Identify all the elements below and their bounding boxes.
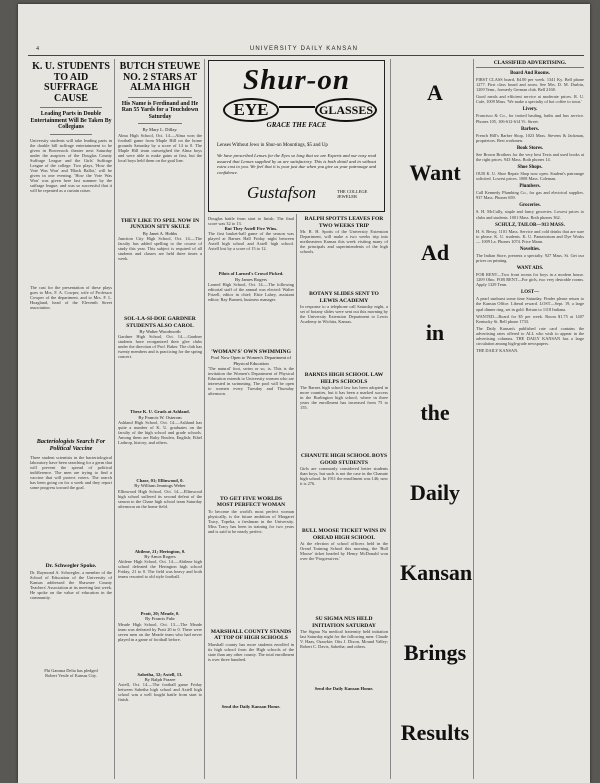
article-body: Three student scientists in the bacteriological laboratory have been searching for a germ that will prevent the spread of political indifference. The men are trying to find a vaccine that will protect voters. The search has been going on for a week and they report some progress toward the goal. bbox=[30, 454, 112, 490]
classified-section-heading: Book Stores. bbox=[516, 145, 544, 151]
classified-section-heading: Barbers. bbox=[520, 126, 540, 132]
classified-listing: French Hill's Barber Shop, 1023 Mass. Stevens & Jackman, proprietors. Best workmen. bbox=[476, 132, 584, 143]
headline-ashland: These K. U. Grads at Ashland. bbox=[130, 409, 190, 415]
classified-listing: See Brown Brothers for the very best Texts and used books at the right prices. 943 Mass. Both phones 14. bbox=[476, 151, 584, 162]
classified-listing: A pearl sunburst some time Saturday. Finder please return to the Kansan Office. Liberal reward. LOST—Sept. 19, a large opal dinner ring, set in gold. Return to 1118 Indiana. bbox=[476, 296, 584, 312]
want-ad-word: A bbox=[427, 80, 443, 105]
headline-swimming: 'WOMAN'S' OWN SWIMMING bbox=[211, 348, 291, 355]
classified-listing: FIRST CLASS board, $4.00 per week. 1341 Ky. Bell phone 1277. First class board and room. See Mrs. D. M. Durbin, 1209 Tenn., formerly German club. Bell 2168. bbox=[476, 77, 584, 93]
classified-listing: S. H. McCully, staple and fancy groceries. Lowest prices to clubs and students. 1001 Mass. Both phones 362. bbox=[476, 209, 584, 220]
classified-section-heading: Groceries. bbox=[519, 203, 541, 209]
want-ad-word: Ad bbox=[420, 240, 450, 265]
newspaper-page bbox=[18, 4, 590, 783]
masthead-title: UNIVERSITY DAILY KANSAN bbox=[249, 46, 359, 52]
article-body: Larned High School, Oct. 14.—The following editorial staff of the annual was elected: Walter Frizell, editor in chief; Elsie Lahey, assistant editor; Ray Burnett, business manager. bbox=[208, 281, 294, 302]
article-body: Abilene High School, Oct. 14.—Abilene high school defeated the Herington high school Friday, 21 to 0. The field was heavy and both teams resorted to old style football. bbox=[118, 559, 202, 580]
article-body: Douglas battle from start to finish. The final score was 32 to 13. bbox=[208, 216, 294, 226]
column-suffrage bbox=[30, 62, 112, 780]
column-rule bbox=[296, 214, 297, 779]
byline: By Mary L. Dillay. bbox=[142, 127, 178, 133]
classified-listing: Call Kennedy Plumbing Co., for gas and electrical supplies. 937 Mass. Phones 659. bbox=[476, 190, 584, 201]
classified-section-heading: Shoe Shops. bbox=[517, 165, 543, 171]
classified-section-heading: Novelties. bbox=[519, 246, 541, 252]
classified-listing: The Indian Store, presents a specialty. 927 Mass. St. Get our prices on printing. bbox=[476, 252, 584, 263]
headline-sigma-nu: SU SIGMA NUS HELD INITIATION SATURDAY bbox=[312, 616, 376, 629]
headline-abilene: Abilene, 21; Herington, 0. bbox=[134, 548, 186, 554]
article-body: Mr. R. H. Spotts of the University Extension Department, will make a two weeks trip into northeastern Kansas this week visiting many of the principals and superintendents of the high schools. bbox=[300, 229, 388, 254]
deck-rule bbox=[50, 134, 92, 135]
article-body: In response to a telephone call Saturday night, a set of botany slides were sent out this morning by the University Extension Department to Lewis Academy in Wichita, Kansas. bbox=[300, 304, 388, 324]
article-body: Meade High School, Oct. 13.—The Meade team was defeated by Pratt 20 to 0. There were seven men on the Meade team who had never played in a game of football before. bbox=[118, 621, 202, 642]
classified-rule bbox=[476, 67, 584, 68]
eye-lens-left: EYE bbox=[223, 98, 279, 122]
byline: By William Jennings Weber bbox=[134, 483, 186, 489]
classified-sections bbox=[476, 71, 584, 353]
page-number: 4 bbox=[36, 46, 39, 52]
headline-barnes: BARNES HIGH SCHOOL LAW HELPS SCHOOLS bbox=[304, 372, 384, 385]
want-ad-word: Daily bbox=[409, 480, 461, 505]
footer-send-kansan: Send the Daily Kansan Home. bbox=[314, 686, 374, 691]
classified-listing: WANTED—Board for $5 per week. Room $1.75 at 1407 Kentucky St. Bell phone 1733. bbox=[476, 313, 584, 324]
headline-axtell: But They Axtell Five Wins. bbox=[224, 226, 278, 231]
article-body: 'The natural' foot, swim or so, is. This is the invitation the Women's Department of Physical Education extends to University women who are interested in swimming. The pool will be open to women every Tuesday and Thursday afternoon. bbox=[208, 365, 294, 396]
article-body: The Sigma Nu medical fraternity held initiation last Saturday night for the following men: Claude V. Haas, Ozawkie; Otis J. Dixon, Mound Valley; Robert C. Davis, Sabetha; and others. bbox=[300, 629, 388, 649]
want-ad-promo bbox=[400, 60, 473, 780]
article-body: The first basket-ball game of the season was played at Barnes Hall Friday night between Axtell high school and Axtell high school. Axtell lost by a score of 15 to 12. bbox=[208, 231, 294, 252]
headline-butch: BUTCH STEUWE NO. 2 STARS AT ALMA HIGH bbox=[119, 62, 201, 93]
byline: By Ralph Frazee bbox=[144, 677, 176, 683]
classified-section-heading: Board And Rooms. bbox=[510, 71, 550, 76]
column-rule bbox=[204, 59, 205, 779]
eye-lens-right: GLASSES bbox=[315, 98, 377, 122]
article-body: Ashland High School, Oct. 14.—Ashland has quite a number of K. U. graduates on the faculty of the high school and grade schools. Among them are Ruby Boulen, English; Ethel Lathrop, history; and others. bbox=[118, 419, 202, 445]
headline-spotts: RALPH SPOTTS LEAVES FOR TWO WEEKS TRIP bbox=[304, 216, 384, 229]
subhead-swimming: Pool Now Open to Women's Department of Physical Education bbox=[211, 355, 291, 366]
classified-column bbox=[476, 60, 584, 780]
deck-butch: His Name is Ferdinand and He Ran 55 Yards for a Touchdown Saturday bbox=[121, 100, 199, 120]
headline-marshall: MARSHALL COUNTY STANDS AT TOP OF HIGH SCHOOLS bbox=[210, 628, 292, 642]
brief-phi-gamma: Phi Gamma Delta has pledged bbox=[44, 668, 98, 674]
article-body: University students will take leading parts in the double bill suffrage entertainment to be given in Bowersock theater next Saturday under the auspices of the Douglas County Suffrage League and the Girls' Suffrage League of the college. Two plays, 'How the Vote Was Won' and 'Black Ballot,' will be given in one evening. 'How the Vote Was Won' was given here last summer by the suffrage league, and was so successful that it will be repeated as a curtain raiser. bbox=[30, 137, 112, 193]
headline-chase: Chase, 01; Ellinwood, 0. bbox=[136, 477, 184, 483]
ad-copy: We have prescribed Lenses for the Eyes so long that we are Experts and our easy read assured that Lenses supplied by us are satisfactory. This is both detail and in without extra cost to you. We feel that it is your just due when you give us your patronage and confidence. bbox=[217, 153, 376, 175]
subhead-bacteriologists: Bacteriologists Search For Political Vaccine bbox=[36, 437, 106, 452]
ad-jeweler: THE COLLEGE JEWELER bbox=[337, 189, 368, 200]
classified-listing: Francisco & Co., for trotted hauling, baths and bus service. Phones 105, 106-612-614 Vt. Street. bbox=[476, 113, 584, 124]
article-body: Girls are commonly considered better students than boys, but such is not the case in the Chanute high school. In 1911 the enrollment was 146; now it is 276. bbox=[300, 466, 388, 486]
footer-send-kansan: Send the Daily Kansan Home. bbox=[221, 703, 281, 709]
classified-listing: THE DAILY KANSAN. bbox=[476, 348, 519, 354]
headline-sabetha: Sabetha, 32; Axtell, 13. bbox=[137, 671, 183, 677]
classified-section-heading: Livery. bbox=[522, 107, 538, 113]
byline: By Francis Fuhr bbox=[145, 616, 175, 622]
headline-larned: Pilots of Larned's Crowd Picked. bbox=[218, 271, 284, 277]
column-alma bbox=[118, 62, 202, 780]
article-body: To become the world's most perfect woman physically, is the future ambition of Margaret Tracy, Topeka, a freshman in the University. Miss Tracy has been in training for two years and is said to be nearly perfect. bbox=[208, 508, 294, 534]
classified-listing: Good meals and efficient service at moderate prices. R. U. Cafe, 1009 Mass. 'We make a specialty of hot coffee to town.' bbox=[476, 94, 584, 105]
ad-slogan: GRACE THE FACE bbox=[266, 121, 327, 129]
headline-rule bbox=[128, 97, 192, 98]
article-body: Junction City High School, Oct. 14.—The faculty has added spelling to the course of study this year. This subject is required of all students and classes are held three times a week. bbox=[118, 236, 202, 262]
article-body: Ellinwood High School, Oct. 14.—Ellinwood high school suffered its second defeat of the season to the Chase high school team Saturday afternoon on the home field. bbox=[118, 488, 202, 509]
ad-lenses-line: Lenses Without Jews in Shur-on Mountings, $5 and Up bbox=[217, 143, 328, 148]
column-extension bbox=[300, 216, 388, 780]
byline: By James Rogers bbox=[235, 276, 267, 282]
want-ad-word: the bbox=[420, 400, 450, 425]
article-body: Gardner High School, Oct. 14.—Gardner students have reorganized their glee clubs under the direction of Prof. Baker. The club has twenty members and is practicing for the spring concert. bbox=[118, 334, 202, 360]
want-ad-word: Want bbox=[409, 160, 461, 185]
byline: By Walter Woodworth bbox=[139, 329, 181, 335]
article-body: The Barnes high school law has been adopted in more counties, but it has been a marked success in the Burlington high school, where in three years the enrollment has increased from 75 to 155. bbox=[300, 385, 388, 410]
want-ad-word: Results bbox=[400, 720, 470, 745]
headline-suffrage: K. U. STUDENTS TO AID SUFFRAGE CAUSE bbox=[32, 62, 110, 104]
column-rule bbox=[390, 59, 391, 779]
headline-bull-moose: BULL MOOSE TICKET WINS IN OREAD HIGH SCHOOL bbox=[302, 528, 386, 541]
classified-listing: OUR K. U. Shoe Repair Shop now open. Student's patronage solicited. Lowest prices. 1008 Mass. Coleman. bbox=[476, 171, 584, 182]
headline-botany: BOTANY SLIDES SENT TO LEWIS ACADEMY bbox=[309, 291, 379, 304]
classified-listing: FOR RENT—Two front rooms for boys in a modern house. 1209 Ohio. FOR RENT—For girls, two very desirable rooms. Apply 1329 Tenn. bbox=[476, 272, 584, 288]
byline: By Janet A. Hobbs bbox=[142, 230, 178, 236]
column-rule bbox=[473, 59, 474, 779]
classified-section-heading: LOST— bbox=[521, 290, 539, 296]
glasses-bridge bbox=[279, 106, 315, 108]
deck-rule bbox=[138, 123, 182, 124]
byline: By Amos Rogers bbox=[144, 553, 176, 559]
byline: By Francis W. Osterom bbox=[138, 414, 182, 420]
classified-title: CLASSIFIED ADVERTISING. bbox=[493, 60, 567, 66]
article-body: Dr. Raymond A. Schwegler, a member of the School of Education of the University of Kansas addressed the Shawnee County Teachers' Association at its meeting last week. He spoke on the value of education in the community. bbox=[30, 570, 112, 601]
classified-section-heading: Plumbers. bbox=[519, 184, 541, 190]
headline-gardner: SOL-LA-SI-DOE GARDNER STUDENTS ALSO CAROL bbox=[124, 316, 196, 329]
classified-section-heading: SCHULZ, TAILOR—913 MASS. bbox=[495, 222, 565, 228]
shur-on-advertisement bbox=[208, 60, 385, 212]
ad-brand: Shur-on bbox=[243, 64, 350, 96]
classified-listing: The Daily Kansan's published rate card contains the advertising rates offered to ALL who wish to appear in the advertising columns. THE DAILY KANSAN has a large circulation among high-grade newspapers. bbox=[476, 325, 584, 347]
ad-signature: Gustafson bbox=[247, 183, 316, 202]
headline-perfect-woman: TO GET FIVE WORLDS bbox=[219, 495, 283, 502]
article-body: Axtell, Oct. 14.—The football game Friday between Sabetha high school and Axtell high school was a well fought battle from start to finish. bbox=[118, 682, 202, 703]
headline-pratt: Pratt, 20; Meade, 0. bbox=[140, 611, 180, 617]
headline-perfect-woman-2: MOST PERFECT WOMAN bbox=[216, 502, 286, 509]
want-ad-word: Kansan bbox=[400, 560, 473, 585]
headline-junxion: THEY LIKE TO SPEL NOW IN JUNXION SITY SKULE bbox=[120, 217, 200, 231]
brief-vestle: Robert Vestle of Kansas City. bbox=[45, 673, 97, 679]
headline-rule bbox=[40, 107, 102, 108]
column-rule bbox=[114, 59, 115, 779]
classified-listing: H. S. Bessy, 1101 Mass. Service and cold drinks that are sure to please. K. U. students. K. U. Pantatorium and Dye Works — 1009 La. Phones 1074. Price Mann. bbox=[476, 228, 584, 244]
headline-chanute: CHANUTE HIGH SCHOOL BOYS GOOD STUDENTS bbox=[300, 453, 388, 466]
column-center bbox=[208, 216, 294, 780]
article-body: Alma High School, Oct. 14.—Alma won the football game from Maple Hill on the home grounds Saturday by a score of 14 to 0. The Maple Hill team outweighed the Alma boys and were able to make gains at first, but the local boys held them on the goal line. bbox=[118, 132, 202, 163]
want-ad-word: in bbox=[425, 320, 445, 345]
article-body: At the election of school officers held in the Oread Training School this morning, the 'Bull Moose' ticket headed by Henry McDonald won over the 'Progressives.' bbox=[300, 541, 388, 561]
subhead-schwegler: Dr. Schwegler Spoke. bbox=[45, 562, 97, 569]
masthead-rule bbox=[28, 55, 584, 56]
article-body: Marshall county has more students enrolled in its high school from the High schools of the state than any other county. The total enrollment is over three hundred. bbox=[208, 641, 294, 662]
want-ad-word: Brings bbox=[403, 640, 467, 665]
eyeglasses-graphic bbox=[215, 98, 378, 122]
article-body: The cast for the presentation of these plays goes to Mrs. F. A. Cowper, wife of Professor Cowper of the department, and to Mrs. F. L. Hoagland, head of the Eleventh Street association. bbox=[30, 284, 112, 310]
deck-suffrage: Leading Parts in Double Entertainment Will Be Taken By Collegians bbox=[30, 111, 112, 131]
classified-section-heading: WANT ADS. bbox=[516, 266, 544, 272]
